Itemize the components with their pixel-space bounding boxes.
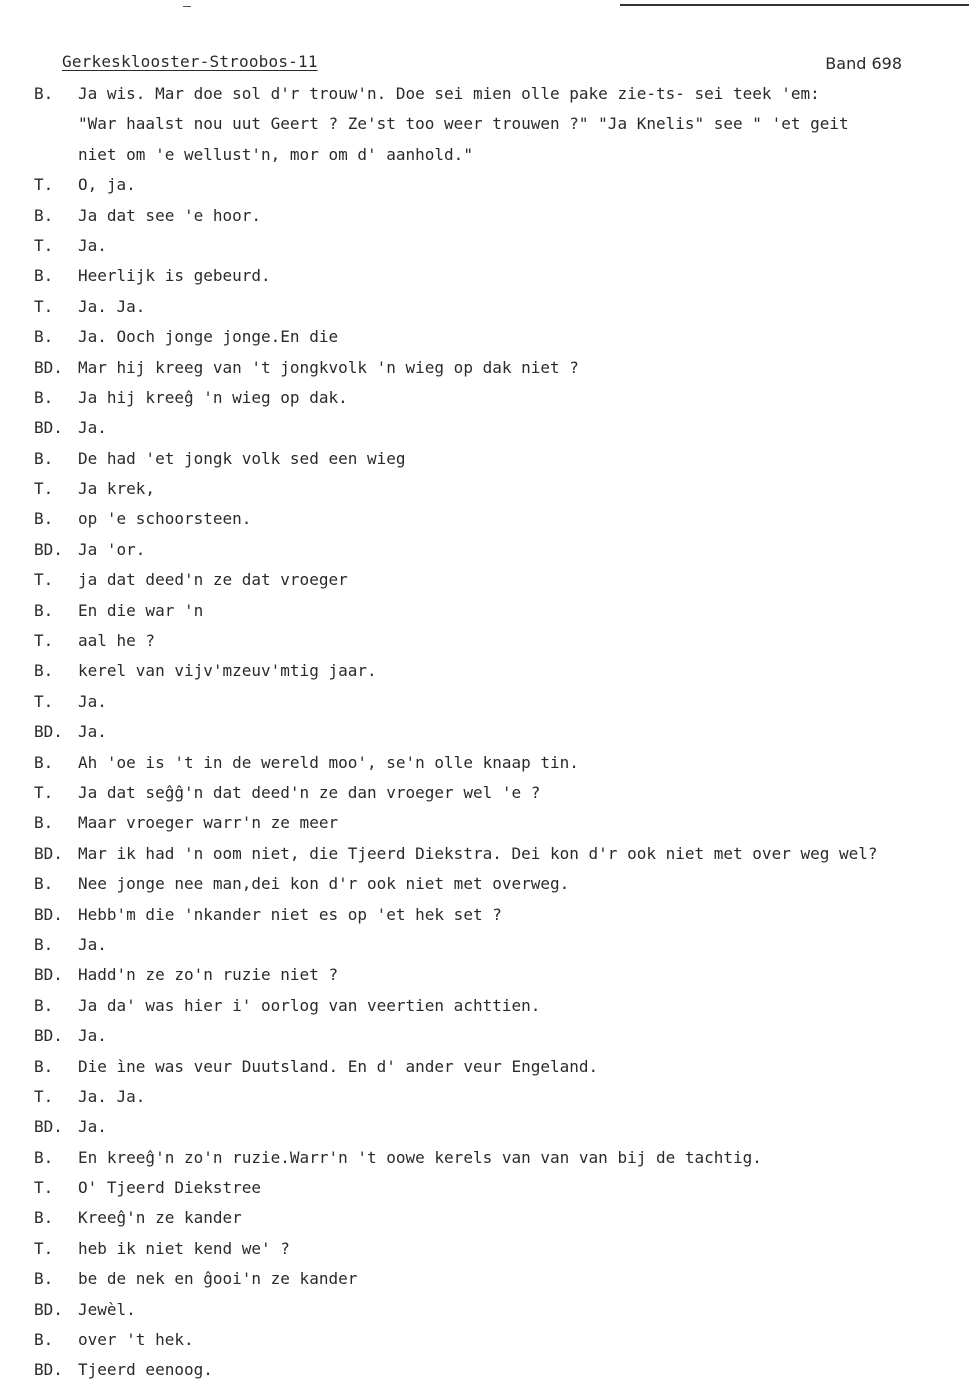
speaker-label: BD. [34, 539, 63, 559]
transcript-line [34, 1173, 964, 1203]
transcript-line [34, 778, 964, 808]
utterance-text: Kreeĝ'n ze kander [78, 1208, 242, 1228]
utterance-text: Ja. [78, 418, 107, 438]
utterance-text: Nee jonge nee man,dei kon d'r ook niet met overweg. [78, 874, 570, 894]
utterance-text: Ja. [78, 1026, 107, 1046]
transcript-line [34, 596, 964, 626]
speaker-label: B. [34, 509, 54, 529]
speaker-label: T. [34, 631, 54, 651]
utterance-text: Mar hij kreeg van 't jongkvolk 'n wieg op dak niet ? [78, 357, 579, 377]
transcript-line [34, 748, 964, 778]
transcript-line [34, 960, 964, 990]
speaker-label: T. [34, 570, 54, 590]
speaker-label: B. [34, 600, 54, 620]
top-rule-line [620, 4, 969, 6]
transcript-line [34, 1021, 964, 1051]
utterance-text: Tjeerd eenoog. [78, 1360, 213, 1380]
transcript-line [34, 1052, 964, 1082]
speaker-label: BD. [34, 418, 63, 438]
speaker-label: T. [34, 1086, 54, 1106]
transcript-line [34, 565, 964, 595]
utterance-text: Ja. [78, 934, 107, 954]
utterance-text: En kreeĝ'n zo'n ruzie.Warr'n 't oowe kerels van van van bij de tachtig. [78, 1147, 762, 1167]
speaker-label: B. [34, 84, 54, 103]
transcript-line [34, 1203, 964, 1233]
speaker-label: T. [34, 1238, 54, 1258]
transcript-line [34, 504, 964, 534]
speaker-label: T. [34, 479, 54, 499]
utterance-text: Heerlijk is gebeurd. [78, 266, 271, 286]
speaker-label: B. [34, 934, 54, 954]
utterance-text: Ja. Ja. [78, 1086, 146, 1106]
transcript-line [34, 79, 964, 109]
transcript-line [34, 1295, 964, 1325]
transcript-line [34, 717, 964, 747]
transcript-line [34, 626, 964, 656]
transcript-line [34, 201, 964, 231]
speaker-label: B. [34, 1330, 54, 1350]
utterance-text: be de nek en ĝooi'n ze kander [78, 1269, 358, 1289]
utterance-text: Hebb'm die 'nkander niet es op 'et hek set ? [78, 904, 502, 924]
top-tick-mark [183, 6, 191, 7]
speaker-label: T. [34, 1178, 54, 1198]
transcript-line [34, 1234, 964, 1264]
speaker-label: B. [34, 327, 54, 347]
transcript-line [34, 444, 964, 474]
utterance-text: Ja. Ja. [78, 296, 146, 316]
speaker-label: BD. [34, 843, 63, 863]
utterance-text: Ja wis. Mar doe sol d'r trouw'n. Doe sei mien olle pake zie-ts- sei teek 'em: [78, 84, 820, 103]
speaker-label: BD. [34, 1299, 63, 1319]
utterance-text: Ja hij kreeĝ 'n wieg op dak. [78, 387, 348, 407]
transcript-line [34, 869, 964, 899]
utterance-text: Ja. Ooch jonge jonge.En die [78, 327, 339, 347]
utterance-text: op 'e schoorsteen. [78, 509, 252, 529]
speaker-label: T. [34, 782, 54, 802]
transcript-line [34, 231, 964, 261]
utterance-text: Jewèl. [78, 1299, 136, 1319]
speaker-label: B. [34, 874, 54, 894]
speaker-label: B. [34, 1269, 54, 1289]
speaker-label: T. [34, 175, 54, 195]
utterance-text: heb ik niet kend we' ? [78, 1238, 290, 1258]
speaker-label: BD. [34, 965, 63, 985]
transcript-line [34, 900, 964, 930]
speaker-label: BD. [34, 904, 63, 924]
speaker-label: B. [34, 995, 54, 1015]
transcript-line [34, 1112, 964, 1142]
transcript-line [34, 474, 964, 504]
transcript-line [34, 140, 964, 170]
utterance-text: Ja. [78, 235, 107, 255]
transcript-line [34, 535, 964, 565]
speaker-label: T. [34, 235, 54, 255]
speaker-label: BD. [34, 1117, 63, 1137]
utterance-text: Ja 'or. [78, 539, 146, 559]
utterance-text: Ah 'oe is 't in de wereld moo', se'n olle knaap tin. [78, 752, 579, 772]
transcript-line [34, 170, 964, 200]
utterance-text: Ja dat seĝĝ'n dat deed'n ze dan vroeger wel 'e ? [78, 782, 541, 802]
utterance-text: Ja krek, [78, 479, 156, 499]
transcript-line [34, 109, 964, 139]
transcript-line [34, 991, 964, 1021]
transcript-line [34, 930, 964, 960]
utterance-text: niet om 'e wellust'n, mor om d' aanhold." [78, 144, 473, 164]
utterance-text: "War haalst nou uut Geert ? Ze'st too weer trouwen ?" "Ja Knelis" see " 'et geit [78, 114, 849, 134]
utterance-text: Ja. [78, 691, 107, 711]
transcript-line [34, 383, 964, 413]
utterance-text: kerel van vijv'mzeuv'mtig jaar. [78, 661, 377, 681]
utterance-text: O, ja. [78, 175, 136, 195]
utterance-text: Ja. [78, 722, 107, 742]
utterance-text: Die ìne was veur Duutsland. En d' ander veur Engeland. [78, 1056, 599, 1076]
speaker-label: B. [34, 1147, 54, 1167]
utterance-text: Hadd'n ze zo'n ruzie niet ? [78, 965, 339, 985]
utterance-text: over 't hek. [78, 1330, 194, 1350]
transcript-line [34, 261, 964, 291]
utterance-text: O' Tjeerd Diekstree [78, 1178, 262, 1198]
document-title: Gerkesklooster-Stroobos-11 [62, 52, 318, 71]
speaker-label: B. [34, 387, 54, 407]
transcript-line [34, 808, 964, 838]
speaker-label: B. [34, 1208, 54, 1228]
speaker-label: B. [34, 661, 54, 681]
speaker-label: BD. [34, 1360, 63, 1380]
utterance-text: ja dat deed'n ze dat vroeger [78, 570, 348, 590]
transcript-line [34, 322, 964, 352]
transcript-line [34, 839, 964, 869]
transcript-line [34, 353, 964, 383]
utterance-text: Ja da' was hier i' oorlog van veertien achttien. [78, 995, 541, 1015]
speaker-label: T. [34, 296, 54, 316]
utterance-text: Ja dat see 'e hoor. [78, 205, 262, 225]
transcript-line [34, 413, 964, 443]
speaker-label: B. [34, 1056, 54, 1076]
transcript-line [34, 687, 964, 717]
transcript-line [34, 656, 964, 686]
speaker-label: B. [34, 266, 54, 286]
speaker-label: B. [34, 205, 54, 225]
utterance-text: En die war 'n [78, 600, 204, 620]
speaker-label: BD. [34, 1026, 63, 1046]
transcript-line [34, 1264, 964, 1294]
utterance-text: Mar ik had 'n oom niet, die Tjeerd Diekstra. Dei kon d'r ook niet met over weg wel? [78, 843, 878, 863]
utterance-text: De had 'et jongk volk sed een wieg [78, 448, 406, 468]
transcript-line [34, 292, 964, 322]
transcript-line [34, 1325, 964, 1355]
utterance-text: Ja. [78, 1117, 107, 1137]
utterance-text: aal he ? [78, 631, 156, 651]
speaker-label: T. [34, 691, 54, 711]
transcript-line [34, 1082, 964, 1112]
speaker-label: B. [34, 448, 54, 468]
speaker-label: B. [34, 813, 54, 833]
utterance-text: Maar vroeger warr'n ze meer [78, 813, 339, 833]
transcript-line [34, 1143, 964, 1173]
speaker-label: B. [34, 752, 54, 772]
speaker-label: BD. [34, 722, 63, 742]
page-header [62, 52, 902, 76]
transcript-line [34, 1355, 964, 1385]
tape-reference: Band 698 [825, 54, 902, 73]
speaker-label: BD. [34, 357, 63, 377]
transcript-body [34, 79, 964, 1386]
